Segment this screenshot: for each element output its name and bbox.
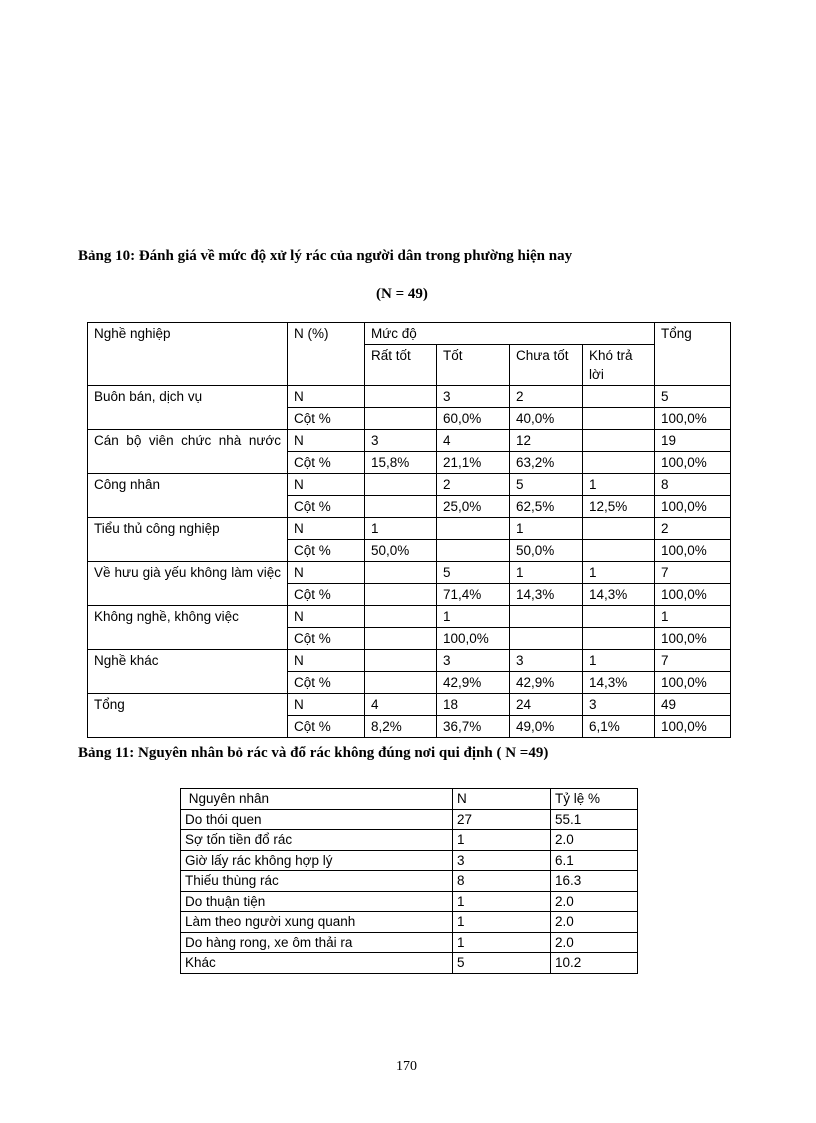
- table-row: [181, 830, 638, 851]
- row-label-cell: N: [288, 650, 365, 672]
- value-cell: [583, 540, 655, 562]
- value-cell: 100,0%: [655, 628, 731, 650]
- value-cell: [365, 628, 437, 650]
- value-cell: 14,3%: [583, 672, 655, 694]
- row-label-cell: Cột %: [288, 716, 365, 738]
- value-cell: 2: [655, 518, 731, 540]
- row-label-cell: Cột %: [288, 496, 365, 518]
- cause-cell: Do thói quen: [181, 809, 453, 830]
- rate-cell: 16.3: [551, 871, 638, 892]
- table-row: [88, 606, 731, 628]
- value-cell: 62,5%: [510, 496, 583, 518]
- rate-cell: 2.0: [551, 830, 638, 851]
- count-cell: 1: [453, 830, 551, 851]
- row-label-cell: Cột %: [288, 584, 365, 606]
- cause-cell: Do thuận tiện: [181, 891, 453, 912]
- occupation-cell: Không nghề, không việc: [88, 606, 288, 650]
- value-cell: 1: [655, 606, 731, 628]
- value-cell: 14,3%: [510, 584, 583, 606]
- occupation-cell: Công nhân: [88, 474, 288, 518]
- value-cell: [365, 650, 437, 672]
- header-level-3: Chưa tốt: [510, 345, 583, 386]
- value-cell: 100,0%: [437, 628, 510, 650]
- value-cell: 21,1%: [437, 452, 510, 474]
- value-cell: [365, 496, 437, 518]
- row-label-cell: N: [288, 430, 365, 452]
- table10-subtitle: (N = 49): [376, 286, 428, 302]
- value-cell: 40,0%: [510, 408, 583, 430]
- value-cell: 49: [655, 694, 731, 716]
- occupation-cell: Tổng: [88, 694, 288, 738]
- rate-cell: 55.1: [551, 809, 638, 830]
- row-label-cell: Cột %: [288, 452, 365, 474]
- value-cell: [365, 606, 437, 628]
- value-cell: 24: [510, 694, 583, 716]
- rate-cell: 2.0: [551, 932, 638, 953]
- value-cell: [365, 386, 437, 408]
- header-level-1: Rất tốt: [365, 345, 437, 386]
- value-cell: [365, 408, 437, 430]
- value-cell: [583, 628, 655, 650]
- value-cell: 100,0%: [655, 672, 731, 694]
- cause-cell: Làm theo người xung quanh: [181, 912, 453, 933]
- value-cell: 15,8%: [365, 452, 437, 474]
- count-cell: 3: [453, 850, 551, 871]
- table10-title: Bảng 10: Đánh giá về mức độ xử lý rác của người dân trong phường hiện nay: [78, 248, 573, 264]
- occupation-cell: Nghề khác: [88, 650, 288, 694]
- value-cell: 1: [583, 650, 655, 672]
- table-row: [181, 932, 638, 953]
- value-cell: 18: [437, 694, 510, 716]
- row-label-cell: Cột %: [288, 540, 365, 562]
- value-cell: 7: [655, 562, 731, 584]
- table-row: [88, 650, 731, 672]
- cause-cell: Thiếu thùng rác: [181, 871, 453, 892]
- header-n-pct: N (%): [288, 323, 365, 386]
- value-cell: 1: [510, 562, 583, 584]
- table11-title: Bảng 11: Nguyên nhân bỏ rác và đổ rác không đúng nơi qui định ( N =49): [78, 745, 549, 761]
- header-level-2: Tốt: [437, 345, 510, 386]
- value-cell: 63,2%: [510, 452, 583, 474]
- value-cell: 42,9%: [510, 672, 583, 694]
- row-label-cell: N: [288, 518, 365, 540]
- value-cell: [365, 584, 437, 606]
- value-cell: 4: [365, 694, 437, 716]
- value-cell: 2: [437, 474, 510, 496]
- cause-cell: Do hàng rong, xe ôm thải ra: [181, 932, 453, 953]
- row-label-cell: N: [288, 474, 365, 496]
- value-cell: [583, 606, 655, 628]
- value-cell: [583, 518, 655, 540]
- value-cell: [437, 518, 510, 540]
- table-row: [88, 474, 731, 496]
- table-row: [181, 850, 638, 871]
- value-cell: 100,0%: [655, 408, 731, 430]
- header-total: Tổng: [655, 323, 731, 386]
- cause-cell: Sợ tốn tiền đổ rác: [181, 830, 453, 851]
- page-number: 170: [396, 1059, 417, 1074]
- value-cell: 49,0%: [510, 716, 583, 738]
- value-cell: 100,0%: [655, 716, 731, 738]
- value-cell: [365, 562, 437, 584]
- value-cell: 12: [510, 430, 583, 452]
- row-label-cell: Cột %: [288, 672, 365, 694]
- value-cell: 3: [510, 650, 583, 672]
- count-cell: 5: [453, 953, 551, 974]
- header-n: N: [453, 789, 551, 810]
- value-cell: 60,0%: [437, 408, 510, 430]
- occupation-cell: Buôn bán, dịch vụ: [88, 386, 288, 430]
- value-cell: 71,4%: [437, 584, 510, 606]
- occupation-cell: Cán bộ viên chức nhà nước: [88, 430, 288, 474]
- header-rate: Tỷ lệ %: [551, 789, 638, 810]
- value-cell: 100,0%: [655, 540, 731, 562]
- value-cell: 1: [510, 518, 583, 540]
- table-row: [181, 891, 638, 912]
- rate-cell: 2.0: [551, 891, 638, 912]
- header-level: Mức độ: [365, 323, 655, 345]
- table11: [180, 788, 638, 974]
- cause-cell: Khác: [181, 953, 453, 974]
- rate-cell: 10.2: [551, 953, 638, 974]
- count-cell: 1: [453, 932, 551, 953]
- table-row: [88, 694, 731, 716]
- table-row: [88, 518, 731, 540]
- table11-header-row: [181, 789, 638, 810]
- row-label-cell: Cột %: [288, 408, 365, 430]
- value-cell: 36,7%: [437, 716, 510, 738]
- value-cell: 8,2%: [365, 716, 437, 738]
- value-cell: [583, 386, 655, 408]
- occupation-cell: Về hưu già yếu không làm việc: [88, 562, 288, 606]
- value-cell: 7: [655, 650, 731, 672]
- count-cell: 27: [453, 809, 551, 830]
- table-row: [181, 953, 638, 974]
- value-cell: 1: [583, 474, 655, 496]
- header-cause: Nguyên nhân: [181, 789, 453, 810]
- table-row: [88, 562, 731, 584]
- value-cell: 100,0%: [655, 452, 731, 474]
- value-cell: [510, 628, 583, 650]
- value-cell: 3: [583, 694, 655, 716]
- value-cell: 100,0%: [655, 584, 731, 606]
- value-cell: 3: [437, 650, 510, 672]
- value-cell: 8: [655, 474, 731, 496]
- table-row: [88, 386, 731, 408]
- row-label-cell: Cột %: [288, 628, 365, 650]
- value-cell: 4: [437, 430, 510, 452]
- value-cell: 12,5%: [583, 496, 655, 518]
- value-cell: [365, 474, 437, 496]
- count-cell: 8: [453, 871, 551, 892]
- rate-cell: 2.0: [551, 912, 638, 933]
- table10: [87, 322, 731, 738]
- value-cell: 5: [510, 474, 583, 496]
- value-cell: 6,1%: [583, 716, 655, 738]
- header-occupation: Nghề nghiệp: [88, 323, 288, 386]
- value-cell: 5: [655, 386, 731, 408]
- value-cell: [583, 430, 655, 452]
- table-row: [88, 430, 731, 452]
- rate-cell: 6.1: [551, 850, 638, 871]
- value-cell: [365, 672, 437, 694]
- value-cell: 14,3%: [583, 584, 655, 606]
- row-label-cell: N: [288, 694, 365, 716]
- value-cell: 5: [437, 562, 510, 584]
- row-label-cell: N: [288, 606, 365, 628]
- table-row: [181, 912, 638, 933]
- count-cell: 1: [453, 891, 551, 912]
- value-cell: 50,0%: [365, 540, 437, 562]
- value-cell: [510, 606, 583, 628]
- value-cell: 3: [437, 386, 510, 408]
- value-cell: 3: [365, 430, 437, 452]
- table-row: [181, 809, 638, 830]
- value-cell: 19: [655, 430, 731, 452]
- value-cell: 1: [365, 518, 437, 540]
- value-cell: [583, 452, 655, 474]
- count-cell: 1: [453, 912, 551, 933]
- value-cell: 1: [437, 606, 510, 628]
- value-cell: 25,0%: [437, 496, 510, 518]
- value-cell: 1: [583, 562, 655, 584]
- table-row: [181, 871, 638, 892]
- value-cell: 2: [510, 386, 583, 408]
- value-cell: [583, 408, 655, 430]
- occupation-cell: Tiểu thủ công nghiệp: [88, 518, 288, 562]
- cause-cell: Giờ lấy rác không hợp lý: [181, 850, 453, 871]
- header-level-4: Khó trả lời: [583, 345, 655, 386]
- table10-header-row: [88, 323, 731, 345]
- value-cell: 42,9%: [437, 672, 510, 694]
- row-label-cell: N: [288, 562, 365, 584]
- value-cell: 50,0%: [510, 540, 583, 562]
- row-label-cell: N: [288, 386, 365, 408]
- value-cell: 100,0%: [655, 496, 731, 518]
- value-cell: [437, 540, 510, 562]
